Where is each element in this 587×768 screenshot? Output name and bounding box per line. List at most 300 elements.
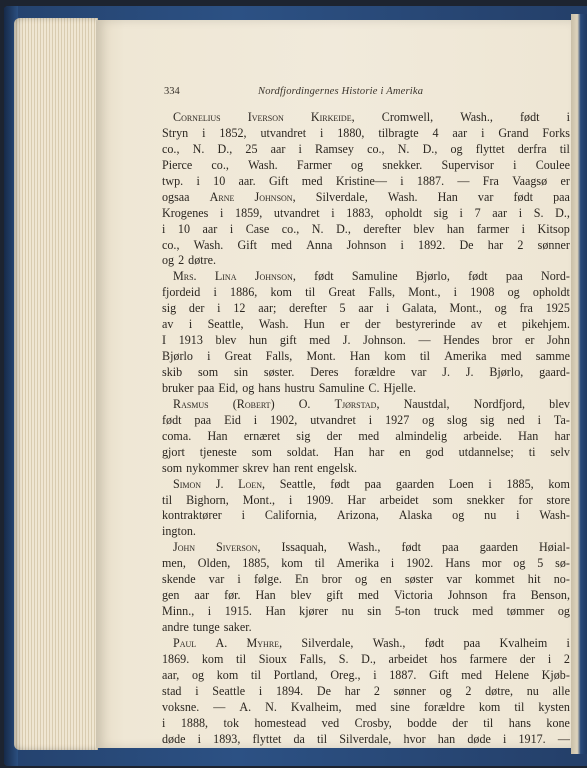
word: tømmer — [506, 604, 545, 619]
text-line — [162, 556, 570, 572]
word: 1852, — [219, 125, 247, 140]
word: Wash. — [258, 317, 289, 332]
word: soldat. — [286, 444, 319, 459]
word: S. — [338, 651, 349, 666]
text-line — [162, 381, 570, 397]
word: 2 — [517, 237, 524, 252]
word: 1917. — [518, 731, 546, 746]
word: sønner — [537, 237, 570, 252]
word: Wash. — [248, 157, 278, 172]
text-line — [162, 477, 570, 493]
word: født — [468, 269, 488, 284]
word: Wash. — [193, 237, 224, 252]
text-line — [162, 620, 570, 636]
word: arbeidet — [388, 651, 428, 666]
word: Crosby, — [354, 715, 392, 730]
word: (Robert) — [232, 396, 275, 411]
word: 1887. — [389, 667, 417, 682]
word: Wash., — [460, 110, 493, 124]
word: John — [173, 540, 196, 555]
word: har — [368, 444, 385, 459]
word: 5 — [537, 556, 544, 571]
word: paa — [441, 540, 459, 555]
word: Kirkeide, — [310, 110, 355, 124]
word: Olden, — [197, 556, 231, 571]
word: D., — [217, 141, 233, 156]
word: døtre, — [485, 683, 513, 698]
word: Hans — [445, 556, 471, 571]
word: i — [513, 157, 517, 172]
word: ti — [528, 444, 536, 459]
word: i — [196, 173, 200, 188]
word: i — [502, 731, 507, 746]
word: bestyrerinde — [395, 317, 456, 332]
word: Hun — [303, 317, 325, 332]
word: Helene — [494, 667, 529, 682]
word: hun — [249, 333, 268, 348]
word: en — [380, 572, 392, 587]
word: i — [162, 715, 166, 730]
word: i — [207, 349, 211, 364]
word: Siverson, — [216, 540, 261, 555]
word: i — [195, 683, 199, 698]
word: truck — [433, 604, 459, 619]
word: Loen, — [238, 476, 266, 491]
word: i — [521, 221, 526, 236]
word: skib — [162, 365, 183, 379]
word: — — [557, 731, 570, 746]
word: Myhre, — [246, 635, 283, 650]
word: født — [513, 189, 533, 204]
word: 1885, — [242, 556, 270, 571]
word: til — [514, 699, 525, 714]
word: Hendes — [443, 333, 480, 348]
word: D., — [361, 651, 376, 666]
word: tilbragte — [378, 125, 419, 140]
word: sø- — [555, 556, 570, 571]
text-line — [162, 540, 570, 556]
word: sig — [433, 205, 448, 220]
word: 1887. — [416, 173, 445, 188]
word: utvandret — [273, 205, 320, 220]
word: kjører — [299, 604, 329, 619]
word: kontraktører — [162, 508, 222, 523]
word: hustru — [284, 380, 315, 395]
word: Samuline — [351, 269, 398, 284]
word: Falls, — [265, 349, 293, 364]
text-line — [162, 668, 570, 684]
word: som — [432, 492, 453, 507]
word: bodde — [407, 715, 437, 730]
text-line — [162, 716, 570, 732]
word: derfra — [517, 141, 547, 156]
word: 1869. — [162, 651, 190, 666]
word: selv — [550, 444, 570, 459]
text-line — [162, 493, 570, 509]
body-text — [162, 110, 570, 748]
word: Alaska — [398, 508, 433, 523]
word: der — [188, 301, 205, 316]
word: Farmer — [296, 157, 332, 172]
word: Krogenes — [162, 205, 209, 220]
word: men, — [162, 556, 186, 571]
word: som — [162, 460, 183, 475]
text-line — [162, 285, 570, 301]
word: Bighorn, — [186, 492, 229, 507]
word: California, — [264, 508, 317, 523]
paragraph — [162, 269, 570, 397]
word: kom — [216, 667, 239, 682]
text-line — [162, 636, 570, 652]
text-line — [162, 572, 570, 588]
word: Hjelle. — [383, 380, 417, 395]
word: i — [566, 635, 570, 650]
word: født — [314, 269, 334, 284]
word: co., — [211, 157, 229, 172]
word: nu — [484, 508, 497, 523]
paragraph — [162, 636, 570, 748]
word: 2 — [178, 253, 185, 268]
word: Naustdal, — [403, 396, 450, 411]
word: Wash. — [387, 189, 418, 204]
word: Johnson, — [254, 189, 296, 204]
word: De — [459, 237, 474, 252]
word: John — [547, 333, 570, 348]
word: farmere — [469, 651, 508, 666]
word: Galata, — [402, 301, 437, 316]
word: S. — [533, 205, 544, 220]
word: Han — [207, 428, 228, 443]
word: co., — [162, 237, 180, 252]
word: Coulee — [535, 157, 570, 172]
word: Portland, — [273, 667, 318, 682]
word: A. — [239, 699, 252, 714]
word: tjeneste — [199, 444, 237, 459]
word: han — [272, 460, 291, 475]
word: med — [472, 604, 494, 619]
word: Rasmus — [173, 396, 209, 411]
word: J. — [342, 333, 351, 348]
word: i — [202, 125, 206, 140]
word: Johnson — [346, 237, 387, 252]
word: 2 — [373, 683, 380, 698]
word: almindelig — [395, 428, 448, 443]
word: og — [513, 556, 526, 571]
word: ogsaa — [162, 189, 190, 204]
word: har — [487, 237, 504, 252]
word: D., — [422, 141, 438, 156]
word: god — [425, 444, 444, 459]
word: kommet — [474, 572, 515, 587]
word: twp. — [162, 173, 184, 188]
word: da — [293, 731, 305, 746]
word: var — [411, 365, 427, 379]
word: Kjøb- — [541, 667, 570, 682]
word: paa — [553, 189, 570, 204]
word: i — [253, 412, 258, 427]
word: i — [217, 301, 221, 316]
word: 1859, — [235, 205, 263, 220]
word: nu — [526, 683, 539, 698]
word: er — [524, 333, 535, 348]
word: N. — [397, 141, 410, 156]
text-line — [162, 429, 570, 445]
word: gjort — [162, 444, 185, 459]
word: er — [560, 173, 570, 188]
word: Han — [265, 604, 286, 619]
word: gen — [162, 588, 180, 603]
word: i — [566, 110, 570, 124]
word: N. — [311, 221, 324, 236]
word: voksne. — [162, 699, 200, 714]
word: Bjørlo, — [415, 269, 450, 284]
word: til — [483, 715, 494, 730]
word: Mont., — [449, 301, 482, 316]
word: Bjørlo, — [489, 365, 524, 379]
word: coma. — [162, 428, 192, 443]
word: aar, — [162, 667, 180, 682]
word: i — [400, 173, 404, 188]
word: utvandret — [260, 125, 307, 140]
word: Seattle, — [279, 476, 316, 491]
word: som — [251, 444, 272, 459]
word: Grand — [498, 125, 529, 140]
text-line — [162, 301, 570, 317]
word: Stryn — [162, 125, 189, 140]
text-line — [162, 700, 570, 716]
word: i — [488, 476, 492, 491]
word: 1885, — [506, 476, 534, 491]
word: Mrs. — [173, 269, 197, 284]
word: han — [446, 221, 465, 236]
word: i — [220, 205, 224, 220]
word: 1909. — [306, 492, 334, 507]
word: Ramsey — [315, 141, 354, 156]
word: 1893, — [213, 731, 241, 746]
word: 1888, — [180, 715, 209, 730]
word: til — [559, 141, 570, 156]
word: og — [439, 683, 452, 698]
word: Forks — [542, 125, 570, 140]
word: Mont., — [408, 285, 441, 300]
word: utvandret — [310, 412, 356, 427]
word: J. — [465, 365, 474, 379]
word: i — [188, 317, 193, 332]
word: aar — [270, 141, 286, 156]
word: blev — [413, 221, 435, 236]
word: opholdt — [385, 205, 423, 220]
word: rent — [294, 460, 314, 475]
word: til — [235, 651, 247, 666]
word: Vaagsø — [512, 173, 548, 188]
word: mor — [481, 556, 502, 571]
word: Loen — [448, 476, 474, 491]
word: av — [470, 317, 483, 332]
word: bruker — [162, 380, 194, 395]
word: N. — [265, 699, 277, 714]
word: sig — [296, 428, 311, 443]
word: Høial- — [539, 540, 570, 555]
word: Eid — [224, 412, 241, 427]
word: Johnson. — [363, 333, 406, 348]
word: hit — [527, 572, 541, 587]
word: en — [399, 444, 411, 459]
word: Samuline — [318, 380, 365, 395]
word: og — [191, 667, 205, 682]
word: 1886, — [230, 285, 258, 300]
word: i — [547, 651, 552, 666]
word: forældre — [423, 699, 465, 714]
word: og — [162, 253, 175, 268]
text-line — [162, 365, 570, 381]
text-line — [162, 445, 570, 461]
text-line — [162, 652, 570, 668]
word: kom — [384, 349, 406, 364]
word: store — [546, 492, 570, 507]
word: hans — [508, 715, 531, 730]
word: med — [461, 667, 483, 682]
word: — — [418, 333, 431, 348]
word: og — [452, 508, 465, 523]
word: Han — [255, 588, 276, 603]
word: født — [162, 412, 182, 427]
word: Great — [328, 285, 356, 300]
word: homestead — [254, 715, 307, 730]
word: aar — [492, 205, 508, 220]
word: Simon — [173, 476, 202, 491]
word: søster. — [263, 365, 295, 379]
word: ernæret — [243, 428, 281, 443]
word: i — [459, 205, 463, 220]
word: J. — [442, 365, 450, 379]
word: 10 — [213, 173, 226, 188]
word: blev — [549, 396, 570, 411]
word: født — [424, 635, 445, 650]
paragraph — [162, 397, 570, 477]
word: flyttet — [475, 141, 505, 156]
word: Lina — [214, 269, 237, 284]
word: utdannelse; — [458, 444, 514, 459]
word: gift — [279, 333, 297, 348]
word: — — [213, 699, 226, 714]
word: i — [331, 205, 335, 220]
word: derefter — [363, 221, 401, 236]
word: gift — [326, 588, 344, 603]
word: slog — [447, 412, 468, 427]
word: Cornelius — [173, 110, 221, 124]
word: med — [309, 333, 331, 348]
word: gaard- — [539, 365, 570, 379]
word: med — [355, 699, 377, 714]
text-line — [162, 333, 570, 349]
word: kom — [548, 476, 570, 491]
text-line — [162, 142, 570, 158]
word: aar — [194, 588, 210, 603]
word: Benson, — [530, 588, 570, 603]
word: i — [373, 667, 377, 682]
word: og — [355, 572, 368, 587]
word: til — [305, 285, 316, 300]
word: 1925 — [545, 301, 570, 316]
paragraph — [162, 110, 570, 269]
word: Arne — [209, 189, 235, 204]
word: før. — [224, 588, 241, 603]
word: av — [162, 317, 174, 332]
word: C. — [368, 380, 380, 395]
word: 1927 — [385, 412, 410, 427]
page-number: 334 — [164, 86, 180, 97]
text-line — [162, 684, 570, 700]
text-line — [162, 174, 570, 190]
word: bror — [492, 333, 513, 348]
word: Han — [518, 428, 539, 443]
word: født — [520, 110, 540, 124]
word: Mont. — [306, 349, 336, 364]
word: Fra — [482, 173, 499, 188]
word: i — [390, 556, 395, 571]
word: Tjørstad, — [334, 396, 380, 411]
word: pikehjem. — [521, 317, 570, 332]
word: gaarden — [395, 476, 435, 491]
word: co., — [367, 141, 385, 156]
word: Cromwell, — [381, 110, 434, 124]
word: tunge — [192, 620, 220, 634]
word: bror — [321, 572, 342, 587]
word: andre — [162, 620, 189, 634]
word: Kvalheim — [499, 635, 548, 650]
text-line — [162, 317, 570, 333]
word: kom — [478, 699, 501, 714]
word: i — [241, 508, 246, 523]
word: med — [358, 428, 380, 443]
word: alle — [552, 683, 570, 698]
word: i — [516, 508, 520, 523]
word: og — [557, 604, 570, 619]
word: Eid, — [218, 380, 239, 395]
word: var — [208, 572, 225, 587]
text-line — [162, 588, 570, 604]
word: blev — [290, 588, 312, 603]
word: co., — [162, 141, 180, 156]
word: no- — [553, 572, 570, 587]
word: fjordeid — [162, 285, 201, 300]
word: Ta- — [553, 412, 570, 427]
word: til — [317, 731, 328, 746]
word: der — [326, 428, 343, 443]
word: Deres — [310, 365, 339, 379]
word: med — [358, 588, 379, 603]
word: 1883, — [346, 205, 374, 220]
word: i — [207, 604, 212, 619]
word: arbeide. — [463, 428, 502, 443]
word: paa — [364, 476, 382, 491]
word: i — [385, 301, 390, 316]
word: aar — [358, 301, 374, 316]
word: Bjørlo — [162, 349, 193, 364]
word: O. — [298, 396, 311, 411]
word: Iverson — [247, 110, 284, 124]
word: co., — [281, 221, 300, 236]
word: engelsk. — [317, 460, 358, 475]
word: og — [507, 285, 520, 300]
word: i — [368, 412, 373, 427]
word: i — [162, 221, 166, 236]
word: aar; — [258, 301, 277, 316]
text-line — [162, 349, 570, 365]
word: i — [481, 125, 485, 140]
word: til — [250, 667, 261, 682]
text-line — [162, 461, 570, 477]
